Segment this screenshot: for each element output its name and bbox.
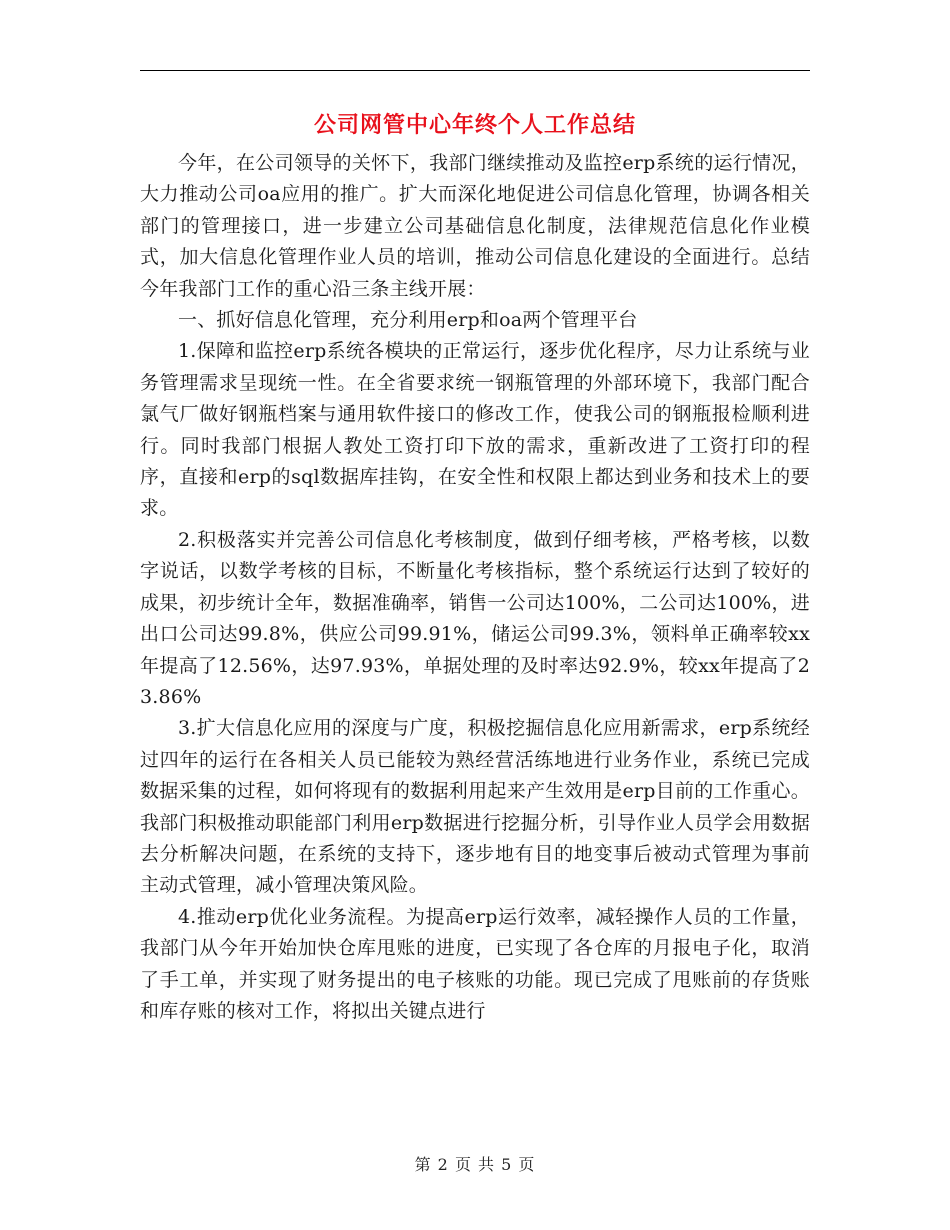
header-rule (140, 70, 810, 71)
paragraph-item-1: 1.保障和监控erp系统各模块的正常运行，逐步优化程序，尽力让系统与业务管理需求呈现统一性。在全省要求统一钢瓶管理的外部环境下，我部门配合氯气厂做好钢瓶档案与通用软件接口的修改工作，使我公司的钢瓶报检顺利进行。同时我部门根据人教处工资打印下放的需求，重新改进了工资打印的程序，直接和erp的sql数据库挂钩，在安全性和权限上都达到业务和技术上的要求。 (140, 340, 810, 520)
document-title: 公司网管中心年终个人工作总结 (313, 112, 636, 138)
paragraph-item-2: 2.积极落实并完善公司信息化考核制度，做到仔细考核，严格考核，以数字说话，以数学考核的目标，不断量化考核指标，整个系统运行达到了较好的成果，初步统计全年，数据准确率，销售一公司达100%，二公司达100%，进出口公司达99.8%，供应公司99.91%，储运公司99.3%，领料单正确率较xx年提高了12.56%，达97.93%，单据处理的及时率达92.9%，较xx年提高了23.86% (140, 528, 810, 708)
document-body (140, 148, 810, 1027)
paragraph-item-3: 3.扩大信息化应用的深度与广度，积极挖掘信息化应用新需求，erp系统经过四年的运行在各相关人员已能较为熟经营活练地进行业务作业，系统已完成数据采集的过程，如何将现有的数据利用起来产生效用是erp目前的工作重心。我部门积极推动职能部门利用erp数据进行挖掘分析，引导作业人员学会用数据去分析解决问题，在系统的支持下，逐步地有目的地变事后被动式管理为事前主动式管理，减小管理决策风险。 (140, 717, 810, 897)
paragraph-intro: 今年，在公司领导的关怀下，我部门继续推动及监控erp系统的运行情况，大力推动公司oa应用的推广。扩大而深化地促进公司信息化管理，协调各相关部门的管理接口，进一步建立公司基础信息化制度，法律规范信息化作业模式，加大信息化管理作业人员的培训，推动公司信息化建设的全面进行。总结今年我部门工作的重心沿三条主线开展： (140, 152, 810, 300)
paragraph-item-4: 4.推动erp优化业务流程。为提高erp运行效率，减轻操作人员的工作量，我部门从今年开始加快仓库甩账的进度，已实现了各仓库的月报电子化，取消了手工单，并实现了财务提出的电子核账的功能。现已完成了甩账前的存货账和库存账的核对工作，将拟出关键点进行 (140, 905, 810, 1022)
page-number-footer: 第 2 页 共 5 页 (414, 1155, 536, 1174)
section-heading-1: 一、抓好信息化管理，充分利用erp和oa两个管理平台 (178, 309, 638, 332)
